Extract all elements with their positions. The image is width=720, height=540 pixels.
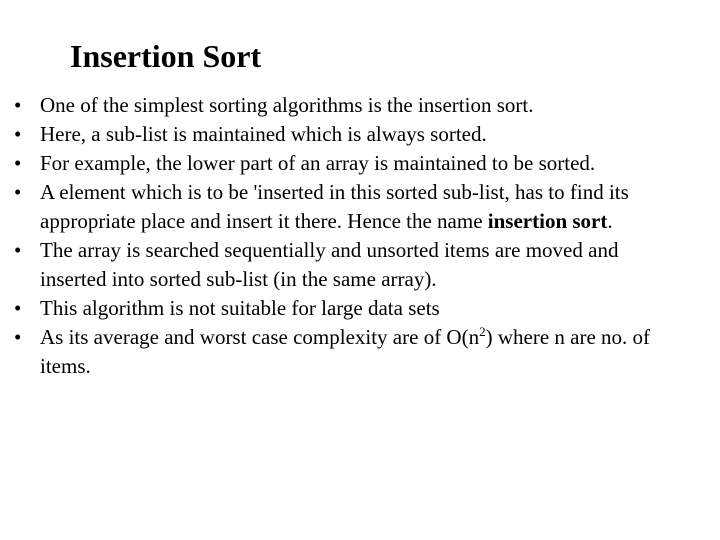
bullet-icon: • bbox=[14, 296, 22, 320]
bullet-icon: • bbox=[14, 238, 22, 262]
bullet-text: One of the simplest sorting algorithms is the insertion sort. bbox=[40, 93, 534, 117]
bullet-item bbox=[14, 149, 674, 178]
bullet-text: This algorithm is not suitable for large data sets bbox=[40, 296, 440, 320]
bullet-item bbox=[14, 120, 674, 149]
bullet-icon: • bbox=[14, 93, 22, 117]
bullet-icon: • bbox=[14, 180, 22, 204]
bullet-text: Here, a sub-list is maintained which is always sorted. bbox=[40, 122, 487, 146]
bullet-icon: • bbox=[14, 122, 22, 146]
bullet-item bbox=[14, 323, 674, 381]
bullet-item bbox=[14, 294, 674, 323]
slide-title: Insertion Sort bbox=[70, 38, 262, 74]
bullet-text: . bbox=[607, 209, 613, 233]
bullet-text: As its average and worst case complexity are of O(n bbox=[40, 325, 480, 349]
bullet-text: For example, the lower part of an array is maintained to be sorted. bbox=[40, 151, 596, 175]
bullet-text: ) where n are no. of items. bbox=[40, 325, 651, 378]
superscript-text: 2 bbox=[479, 324, 486, 339]
bullet-item bbox=[14, 178, 674, 236]
bullet-list bbox=[14, 91, 674, 381]
bullet-text-emphasis: insertion sort bbox=[487, 209, 608, 233]
bullet-text: The array is searched sequentially and unsorted items are moved and inserted into sorted sub-list (in the same array). bbox=[40, 238, 619, 291]
bullet-item bbox=[14, 91, 674, 120]
bullet-icon: • bbox=[14, 151, 22, 175]
bullet-text: A element which is to be 'inserted in this sorted sub-list, has to find its appropriate place and insert it there. Hence the name bbox=[40, 180, 629, 233]
bullet-item bbox=[14, 236, 674, 294]
bullet-icon: • bbox=[14, 325, 22, 349]
